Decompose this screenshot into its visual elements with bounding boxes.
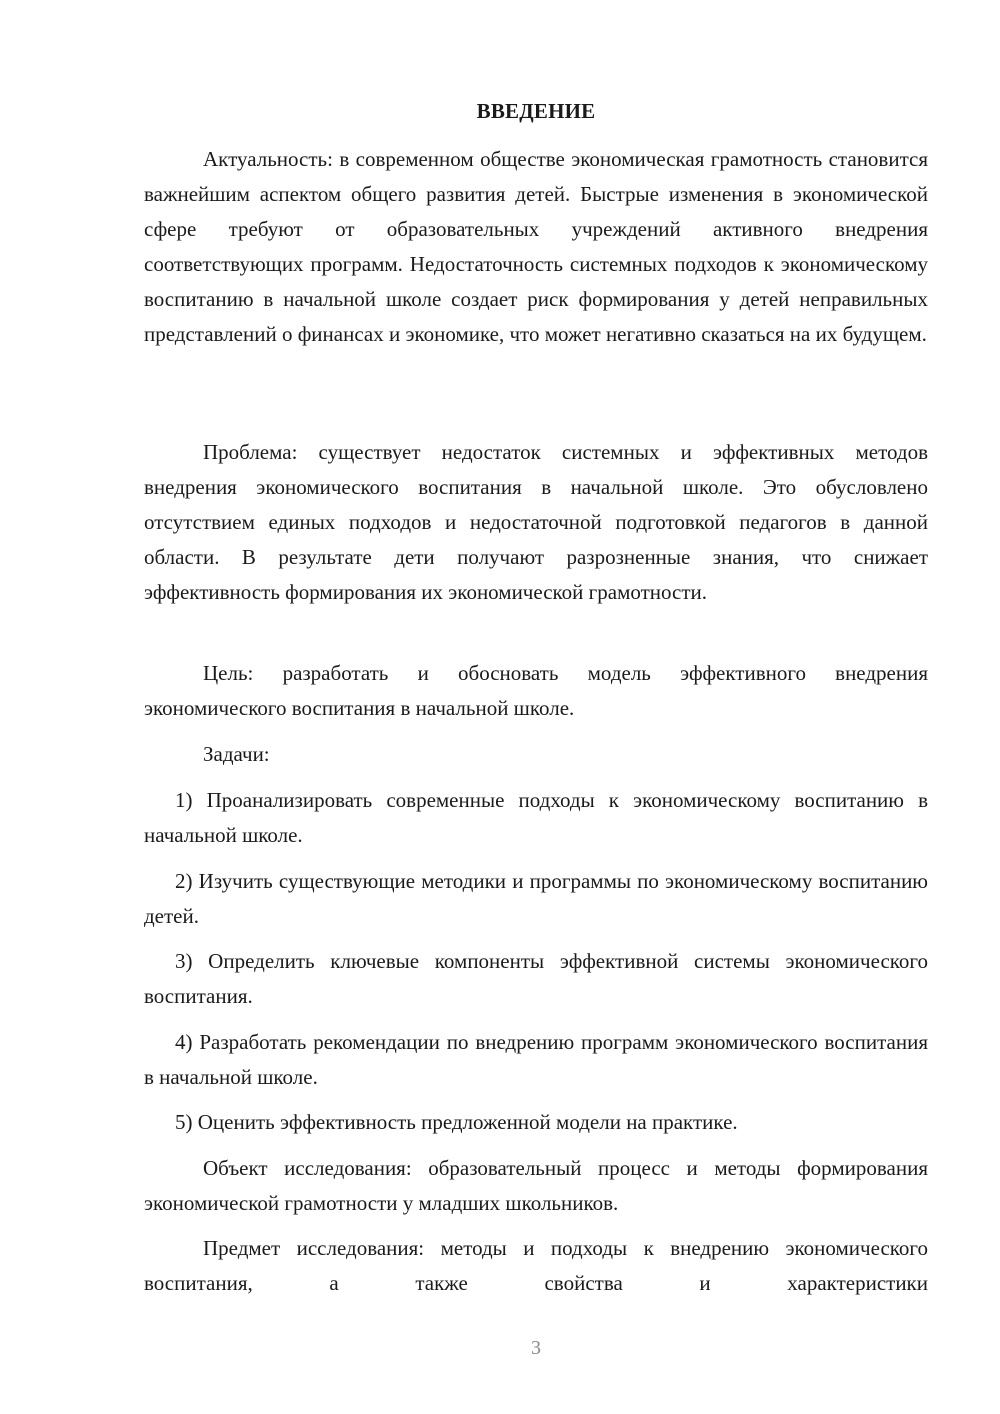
task-item-4: 4) Разработать рекомендации по внедрению программ экономического воспитания в начальной школе. [144,1030,928,1089]
paragraph-object: Объект исследования: образовательный процесс и методы формирования экономической грамотности у младших школьников. [144,1156,928,1215]
page-number: 3 [531,1337,541,1359]
task-item-2: 2) Изучить существующие методики и программы по экономическому воспитанию детей. [144,869,928,928]
paragraph-problem: Проблема: существует недостаток системных и эффективных методов внедрения экономического воспитания в начальной школе. Это обусловлено отсутствием единых подходов и недостаточной подготовкой педагогов в данной области. В результате дети получают разрозненные знания, что снижает эффективность формирования их экономической грамотности. [144,440,928,604]
paragraph-goal: Цель: разработать и обосновать модель эффективного внедрения экономического воспитания в начальной школе. [144,661,928,720]
task-item-3: 3) Определить ключевые компоненты эффективной системы экономического воспитания. [144,949,928,1008]
tasks-label: Задачи: [203,742,270,766]
paragraph-relevance: Актуальность: в современном обществе экономическая грамотность становится важнейшим аспектом общего развития детей. Быстрые изменения в экономической сфере требуют от образовательных учреждений активного внедрения соответствующих программ. Недостаточность системных подходов к экономическому воспитанию в начальной школе создает риск формирования у детей неправильных представлений о финансах и экономике, что может негативно сказаться на их будущем. [144,147,928,346]
paragraph-subject: Предмет исследования: методы и подходы к внедрению экономического воспитания, а также свойства и характеристики [144,1236,928,1295]
task-item-1: 1) Проанализировать современные подходы к экономическому воспитанию в начальной школе. [144,788,928,847]
page-title: ВВЕДЕНИЕ [476,99,596,123]
task-item-5: 5) Оценить эффективность предложенной модели на практике. [175,1110,738,1134]
